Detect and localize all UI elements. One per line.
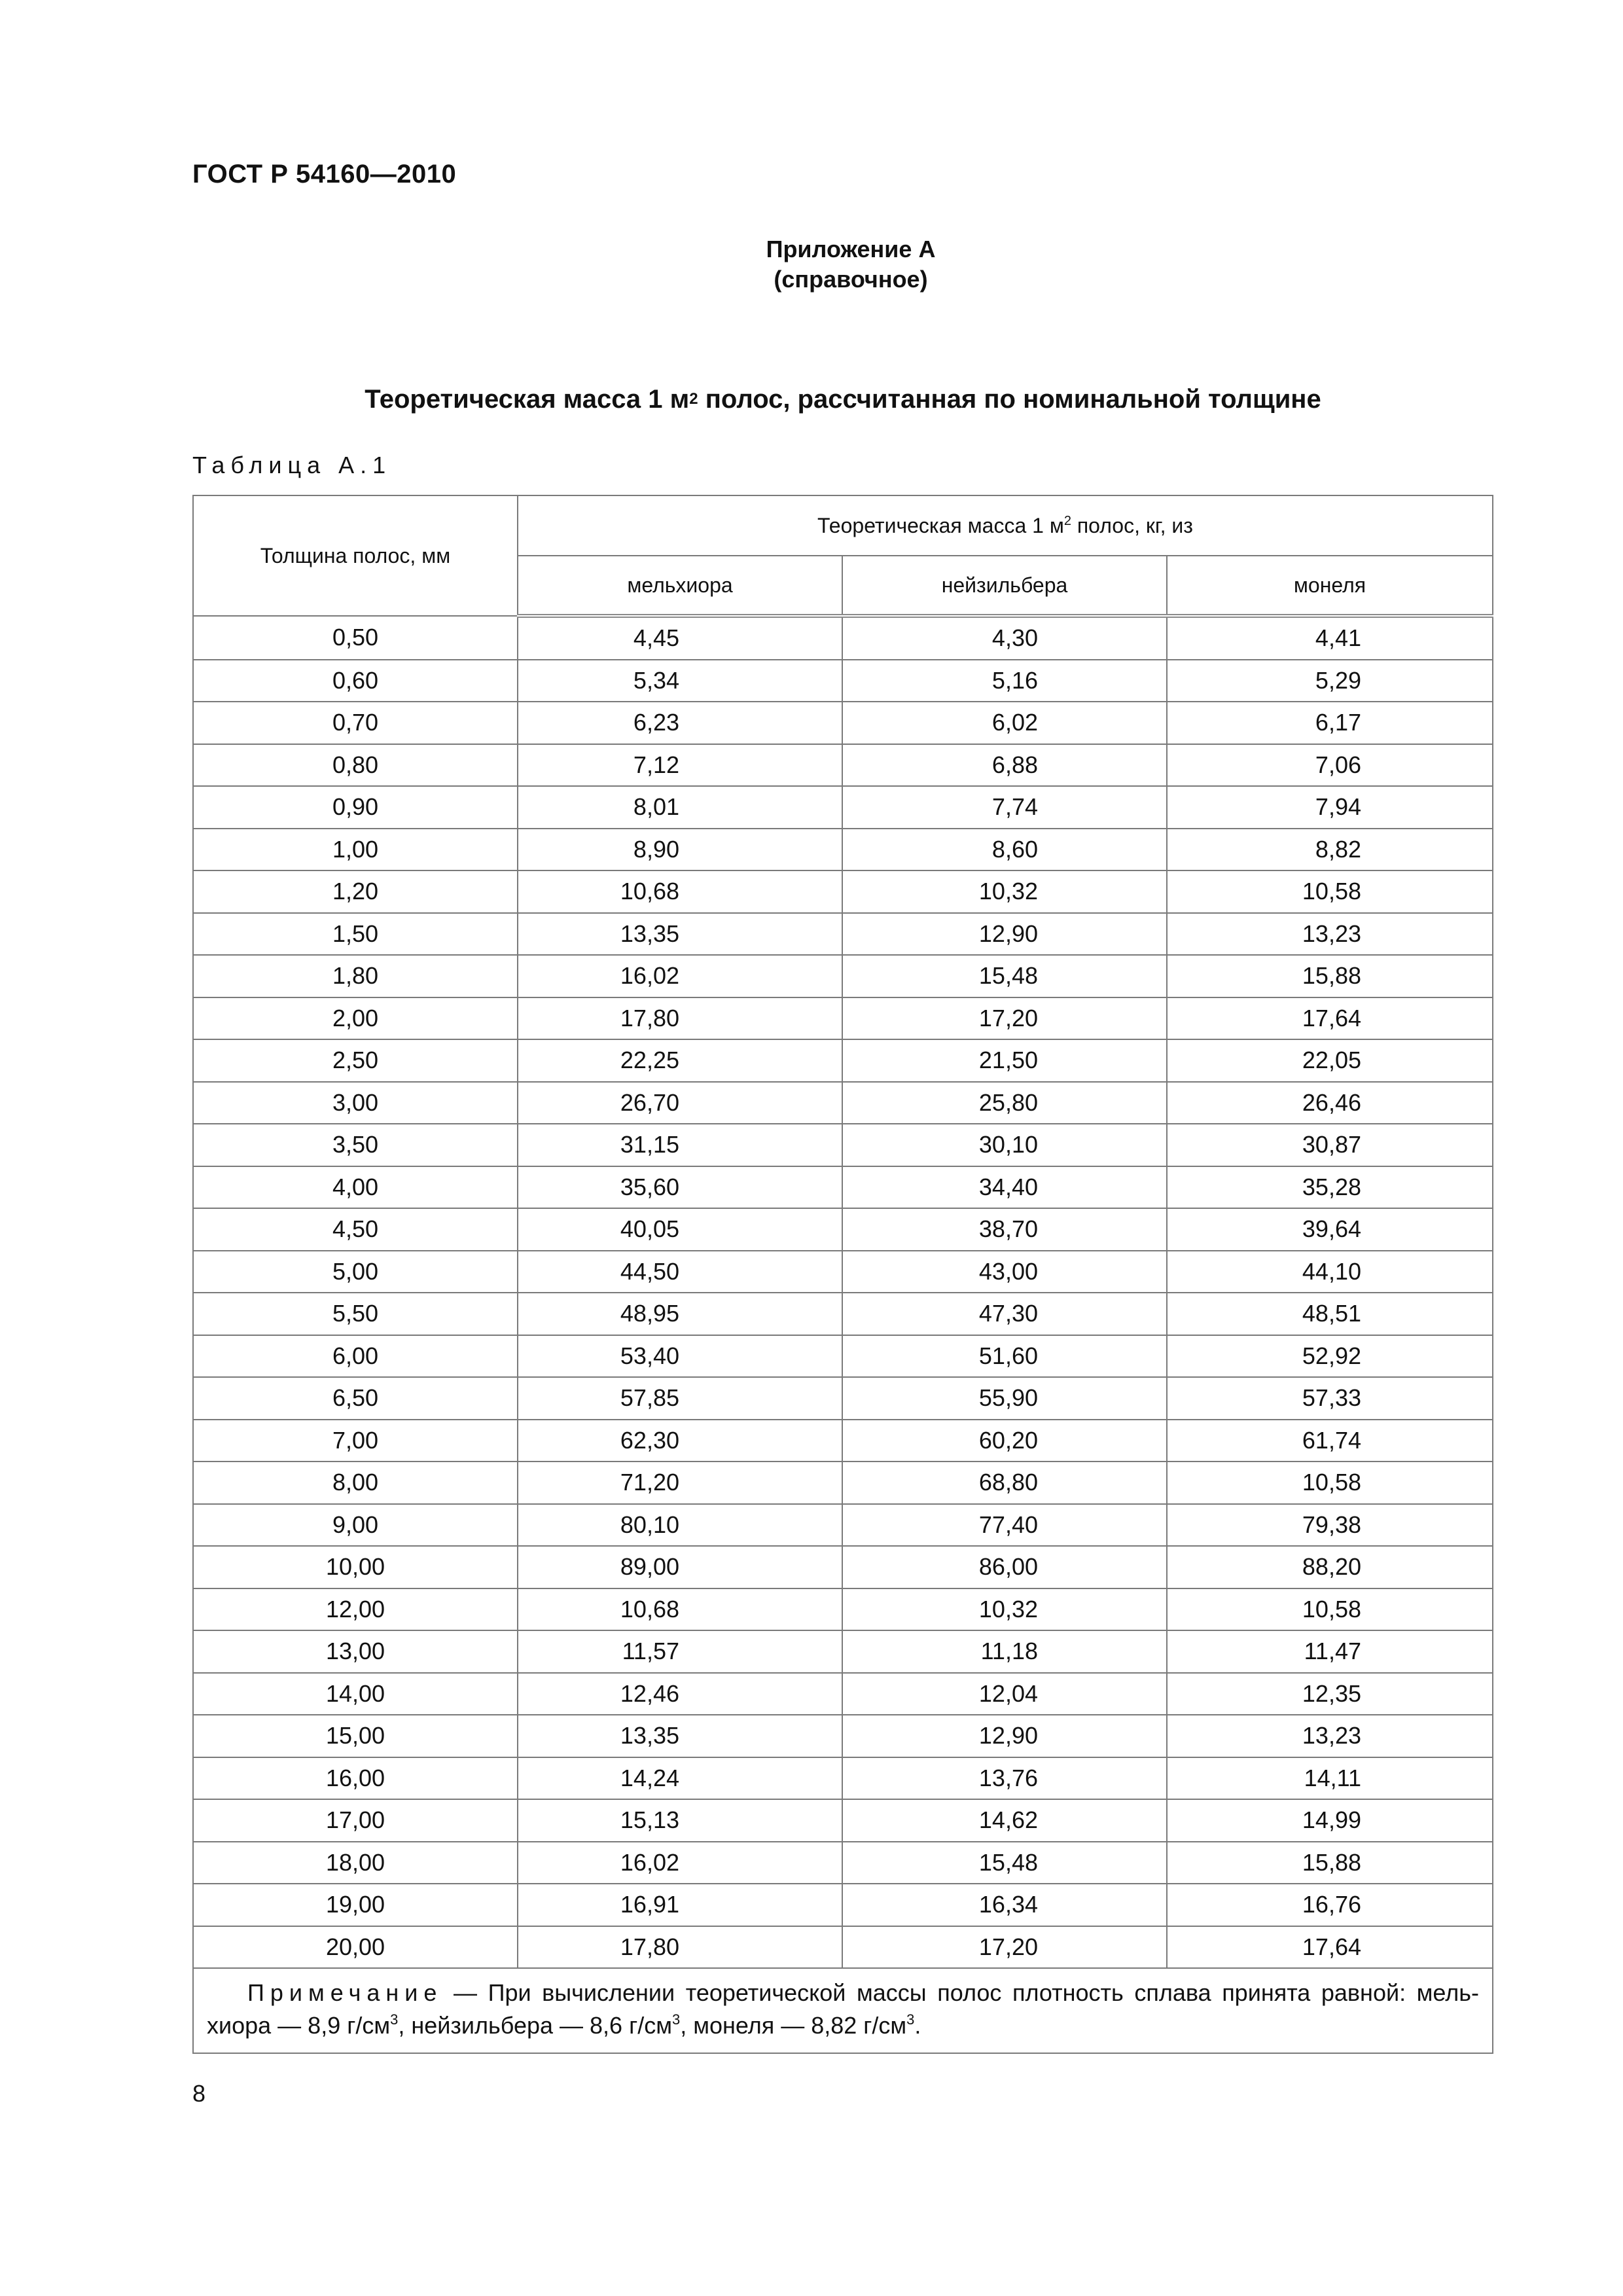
cell-monel: 48,51 — [1167, 1293, 1493, 1335]
table-row — [193, 1377, 1493, 1420]
header-monel: монеля — [1167, 556, 1493, 616]
cell-melchior: 22,25 — [518, 1039, 842, 1082]
cell-melchior: 71,20 — [518, 1462, 842, 1504]
cell-nickel-silver: 6,88 — [842, 744, 1167, 787]
cell-melchior: 11,57 — [518, 1630, 842, 1673]
cell-nickel-silver: 15,48 — [842, 955, 1167, 997]
cell-nickel-silver: 16,34 — [842, 1884, 1167, 1926]
cell-melchior: 13,35 — [518, 913, 842, 956]
cell-melchior: 15,13 — [518, 1799, 842, 1842]
cell-melchior: 48,95 — [518, 1293, 842, 1335]
cell-monel: 10,58 — [1167, 1588, 1493, 1631]
cell-thickness: 0,80 — [193, 744, 518, 787]
page-number: 8 — [192, 2080, 206, 2107]
cell-monel: 7,94 — [1167, 786, 1493, 829]
cell-monel: 8,82 — [1167, 829, 1493, 871]
table-row — [193, 913, 1493, 956]
cell-thickness: 7,00 — [193, 1420, 518, 1462]
cell-thickness: 0,70 — [193, 702, 518, 744]
note-sup: 3 — [906, 2011, 915, 2028]
table-row — [193, 1166, 1493, 1209]
cell-monel: 44,10 — [1167, 1251, 1493, 1293]
cell-nickel-silver: 47,30 — [842, 1293, 1167, 1335]
cell-melchior: 26,70 — [518, 1082, 842, 1124]
cell-monel: 17,64 — [1167, 997, 1493, 1040]
title-text-rest: полос, рассчитанная по номинальной толщине — [698, 385, 1321, 414]
cell-monel: 52,92 — [1167, 1335, 1493, 1378]
table-row — [193, 1757, 1493, 1800]
table-note — [193, 1968, 1493, 2053]
cell-melchior: 53,40 — [518, 1335, 842, 1378]
table-row — [193, 1588, 1493, 1631]
cell-thickness: 6,50 — [193, 1377, 518, 1420]
table-row — [193, 1124, 1493, 1166]
cell-thickness: 0,50 — [193, 616, 518, 660]
header-mass-group-text: Теоретическая масса 1 м — [817, 513, 1064, 537]
cell-melchior: 89,00 — [518, 1546, 842, 1588]
cell-thickness: 3,00 — [193, 1082, 518, 1124]
table-row — [193, 660, 1493, 702]
cell-thickness: 1,20 — [193, 870, 518, 913]
title-text: Теоретическая масса 1 м — [365, 385, 690, 414]
cell-monel: 14,99 — [1167, 1799, 1493, 1842]
cell-thickness: 1,00 — [193, 829, 518, 871]
note-sup: 3 — [390, 2011, 399, 2028]
cell-monel: 39,64 — [1167, 1208, 1493, 1251]
cell-melchior: 5,34 — [518, 660, 842, 702]
appendix-heading — [628, 234, 1073, 295]
cell-thickness: 20,00 — [193, 1926, 518, 1969]
cell-thickness: 9,00 — [193, 1504, 518, 1547]
cell-thickness: 10,00 — [193, 1546, 518, 1588]
cell-thickness: 4,50 — [193, 1208, 518, 1251]
cell-thickness: 19,00 — [193, 1884, 518, 1926]
table-row — [193, 1799, 1493, 1842]
cell-melchior: 8,90 — [518, 829, 842, 871]
table-row — [193, 829, 1493, 871]
cell-monel: 15,88 — [1167, 955, 1493, 997]
cell-monel: 10,58 — [1167, 1462, 1493, 1504]
cell-monel: 79,38 — [1167, 1504, 1493, 1547]
table-row — [193, 616, 1493, 660]
table-row — [193, 1546, 1493, 1588]
title-superscript: 2 — [689, 390, 698, 408]
note-sup: 3 — [671, 2011, 681, 2028]
cell-thickness: 2,00 — [193, 997, 518, 1040]
table-row — [193, 1884, 1493, 1926]
table-row — [193, 1630, 1493, 1673]
cell-nickel-silver: 8,60 — [842, 829, 1167, 871]
cell-thickness: 6,00 — [193, 1335, 518, 1378]
cell-melchior: 57,85 — [518, 1377, 842, 1420]
note-text: , монеля — 8,82 г/см — [680, 2011, 907, 2039]
cell-nickel-silver: 6,02 — [842, 702, 1167, 744]
cell-nickel-silver: 25,80 — [842, 1082, 1167, 1124]
cell-monel: 12,35 — [1167, 1673, 1493, 1715]
cell-monel: 61,74 — [1167, 1420, 1493, 1462]
table-caption: Таблица А.1 — [192, 452, 392, 478]
cell-melchior: 16,02 — [518, 1842, 842, 1884]
header-mass-group-sup: 2 — [1063, 513, 1071, 528]
cell-nickel-silver: 7,74 — [842, 786, 1167, 829]
cell-monel: 4,41 — [1167, 616, 1493, 660]
cell-nickel-silver: 12,90 — [842, 1715, 1167, 1757]
table-row — [193, 997, 1493, 1040]
cell-monel: 16,76 — [1167, 1884, 1493, 1926]
table-row — [193, 1462, 1493, 1504]
cell-melchior: 17,80 — [518, 997, 842, 1040]
cell-nickel-silver: 15,48 — [842, 1842, 1167, 1884]
table-row — [193, 786, 1493, 829]
cell-nickel-silver: 4,30 — [842, 616, 1167, 660]
header-nickel-silver: нейзильбера — [842, 556, 1167, 616]
cell-thickness: 17,00 — [193, 1799, 518, 1842]
header-mass-group — [518, 495, 1493, 556]
table-row — [193, 870, 1493, 913]
header-thickness: Толщина полос, мм — [193, 495, 518, 616]
table-row — [193, 744, 1493, 787]
table-row — [193, 1082, 1493, 1124]
cell-monel: 57,33 — [1167, 1377, 1493, 1420]
cell-monel: 7,06 — [1167, 744, 1493, 787]
cell-melchior: 13,35 — [518, 1715, 842, 1757]
note-lead: Примечание — [247, 1979, 443, 2006]
cell-thickness: 5,50 — [193, 1293, 518, 1335]
note-text: — При вычислении теоретической массы полос плотность сплава принята равной: мель-хиора — 8,9 г/см — [207, 1979, 1479, 2039]
appendix-type: (справочное) — [774, 266, 928, 293]
table-row — [193, 1335, 1493, 1378]
table-row — [193, 1673, 1493, 1715]
cell-thickness: 0,90 — [193, 786, 518, 829]
cell-nickel-silver: 11,18 — [842, 1630, 1167, 1673]
cell-nickel-silver: 43,00 — [842, 1251, 1167, 1293]
cell-monel: 11,47 — [1167, 1630, 1493, 1673]
cell-nickel-silver: 34,40 — [842, 1166, 1167, 1209]
cell-monel: 30,87 — [1167, 1124, 1493, 1166]
cell-nickel-silver: 30,10 — [842, 1124, 1167, 1166]
cell-nickel-silver: 86,00 — [842, 1546, 1167, 1588]
cell-melchior: 35,60 — [518, 1166, 842, 1209]
table-row — [193, 1715, 1493, 1757]
cell-nickel-silver: 14,62 — [842, 1799, 1167, 1842]
cell-thickness: 15,00 — [193, 1715, 518, 1757]
section-title — [192, 385, 1493, 414]
cell-nickel-silver: 5,16 — [842, 660, 1167, 702]
cell-nickel-silver: 10,32 — [842, 1588, 1167, 1631]
cell-nickel-silver: 12,04 — [842, 1673, 1167, 1715]
cell-nickel-silver: 12,90 — [842, 913, 1167, 956]
cell-melchior: 40,05 — [518, 1208, 842, 1251]
header-melchior: мельхиора — [518, 556, 842, 616]
table-row — [193, 1251, 1493, 1293]
cell-monel: 26,46 — [1167, 1082, 1493, 1124]
header-mass-group-rest: полос, кг, из — [1071, 513, 1193, 537]
cell-thickness: 5,00 — [193, 1251, 518, 1293]
appendix-label: Приложение А — [766, 236, 936, 262]
cell-monel: 6,17 — [1167, 702, 1493, 744]
cell-melchior: 7,12 — [518, 744, 842, 787]
cell-melchior: 4,45 — [518, 616, 842, 660]
cell-nickel-silver: 77,40 — [842, 1504, 1167, 1547]
cell-thickness: 12,00 — [193, 1588, 518, 1631]
cell-melchior: 8,01 — [518, 786, 842, 829]
cell-melchior: 31,15 — [518, 1124, 842, 1166]
cell-monel: 88,20 — [1167, 1546, 1493, 1588]
cell-thickness: 1,50 — [193, 913, 518, 956]
table-header-row — [193, 495, 1493, 556]
cell-thickness: 13,00 — [193, 1630, 518, 1673]
note-text: . — [914, 2011, 921, 2039]
cell-melchior: 17,80 — [518, 1926, 842, 1969]
table-row — [193, 702, 1493, 744]
cell-melchior: 12,46 — [518, 1673, 842, 1715]
cell-monel: 13,23 — [1167, 913, 1493, 956]
table-row — [193, 1842, 1493, 1884]
cell-monel: 35,28 — [1167, 1166, 1493, 1209]
table-row — [193, 955, 1493, 997]
cell-melchior: 16,02 — [518, 955, 842, 997]
cell-thickness: 18,00 — [193, 1842, 518, 1884]
mass-table-wrapper — [192, 495, 1492, 2054]
mass-table — [192, 495, 1493, 2054]
cell-monel: 5,29 — [1167, 660, 1493, 702]
cell-nickel-silver: 55,90 — [842, 1377, 1167, 1420]
cell-nickel-silver: 17,20 — [842, 1926, 1167, 1969]
note-text: , нейзильбера — 8,6 г/см — [398, 2011, 672, 2039]
cell-melchior: 62,30 — [518, 1420, 842, 1462]
cell-thickness: 14,00 — [193, 1673, 518, 1715]
cell-thickness: 2,50 — [193, 1039, 518, 1082]
cell-nickel-silver: 13,76 — [842, 1757, 1167, 1800]
cell-nickel-silver: 68,80 — [842, 1462, 1167, 1504]
cell-thickness: 8,00 — [193, 1462, 518, 1504]
cell-thickness: 0,60 — [193, 660, 518, 702]
table-row — [193, 1420, 1493, 1462]
cell-monel: 13,23 — [1167, 1715, 1493, 1757]
cell-nickel-silver: 21,50 — [842, 1039, 1167, 1082]
cell-melchior: 10,68 — [518, 1588, 842, 1631]
cell-nickel-silver: 51,60 — [842, 1335, 1167, 1378]
cell-monel: 17,64 — [1167, 1926, 1493, 1969]
table-row — [193, 1039, 1493, 1082]
table-row — [193, 1208, 1493, 1251]
cell-melchior: 14,24 — [518, 1757, 842, 1800]
cell-thickness: 1,80 — [193, 955, 518, 997]
cell-monel: 22,05 — [1167, 1039, 1493, 1082]
table-row — [193, 1504, 1493, 1547]
cell-nickel-silver: 38,70 — [842, 1208, 1167, 1251]
cell-thickness: 3,50 — [193, 1124, 518, 1166]
cell-thickness: 16,00 — [193, 1757, 518, 1800]
cell-monel: 14,11 — [1167, 1757, 1493, 1800]
cell-nickel-silver: 10,32 — [842, 870, 1167, 913]
document-code: ГОСТ Р 54160—2010 — [192, 160, 457, 188]
cell-monel: 10,58 — [1167, 870, 1493, 913]
cell-nickel-silver: 17,20 — [842, 997, 1167, 1040]
cell-thickness: 4,00 — [193, 1166, 518, 1209]
cell-melchior: 10,68 — [518, 870, 842, 913]
table-row — [193, 1293, 1493, 1335]
table-body — [193, 616, 1493, 1968]
cell-melchior: 44,50 — [518, 1251, 842, 1293]
cell-monel: 15,88 — [1167, 1842, 1493, 1884]
cell-melchior: 16,91 — [518, 1884, 842, 1926]
table-row — [193, 1926, 1493, 1969]
cell-melchior: 80,10 — [518, 1504, 842, 1547]
cell-nickel-silver: 60,20 — [842, 1420, 1167, 1462]
note-row — [193, 1968, 1493, 2053]
cell-melchior: 6,23 — [518, 702, 842, 744]
